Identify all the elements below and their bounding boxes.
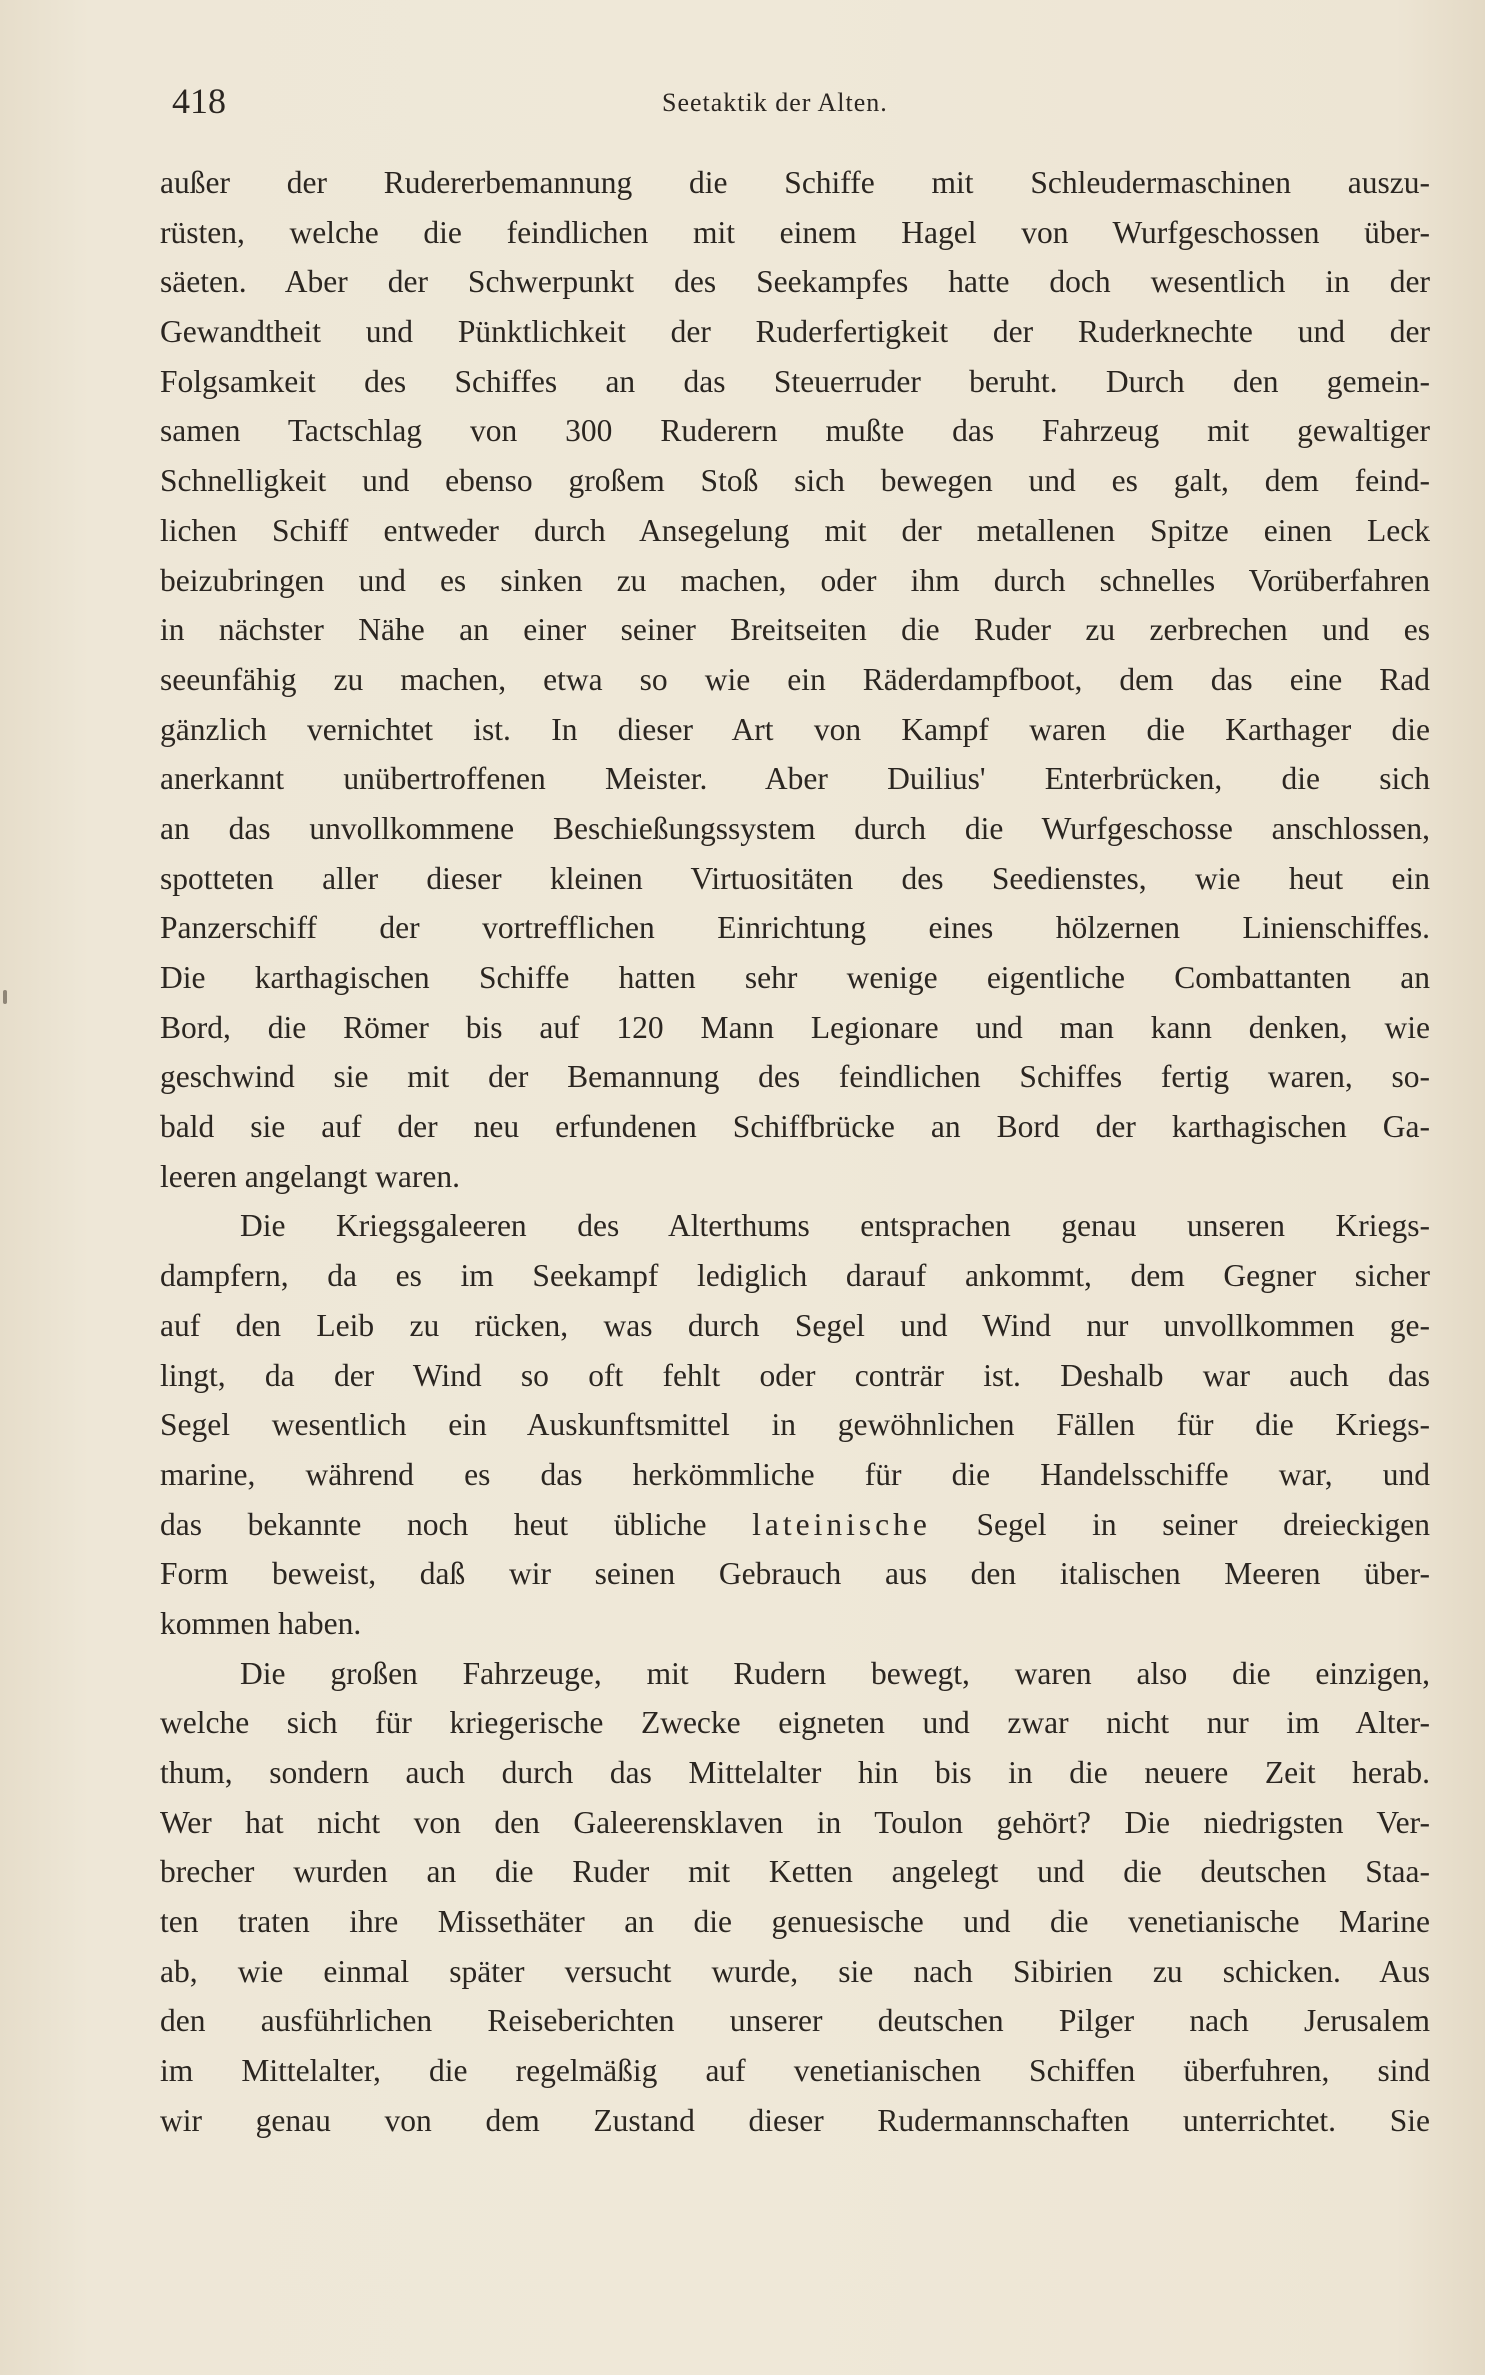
text-line: ab, wie einmal später versucht wurde, sie nach Sibirien zu schicken. Aus [160, 1953, 1430, 1989]
text-line: lingt, da der Wind so oft fehlt oder conträr ist. Deshalb war auch das [160, 1357, 1430, 1393]
running-head: Seetaktik der Alten. [662, 88, 888, 117]
text-line: gänzlich vernichtet ist. In dieser Art von Kampf waren die Karthager die [160, 711, 1430, 747]
text-line: seeunfähig zu machen, etwa so wie ein Räderdampfboot, dem das eine Rad [160, 661, 1430, 697]
text-line: rüsten, welche die feindlichen mit einem Hagel von Wurfgeschossen über- [160, 214, 1430, 250]
text-segment: das bekannte noch heut übliche [160, 1506, 707, 1542]
text-segment: Segel in seiner dreieckigen [976, 1506, 1431, 1542]
text-line: säeten. Aber der Schwerpunkt des Seekampfes hatte doch wesentlich in der [160, 264, 1430, 300]
text-line: bald sie auf der neu erfundenen Schiffbrücke an Bord der karthagischen Ga- [160, 1109, 1430, 1145]
page-edge-mark [3, 990, 7, 1004]
text-line: Panzerschiff der vortrefflichen Einrichtung eines hölzernen Linienschiffes. [160, 910, 1430, 946]
text-line: Folgsamkeit des Schiffes an das Steuerruder beruht. Durch den gemein- [160, 363, 1430, 399]
text-line: Die Kriegsgaleeren des Alterthums entsprachen genau unseren Kriegs- [240, 1208, 1430, 1244]
text-line: Die karthagischen Schiffe hatten sehr wenige eigentliche Combattanten an [160, 960, 1430, 995]
text-line: Bord, die Römer bis auf 120 Mann Legionare und man kann denken, wie [160, 1009, 1430, 1045]
text-line: in nächster Nähe an einer seiner Breitseiten die Ruder zu zerbrechen und es [160, 612, 1430, 648]
text-line: kommen haben. [160, 1605, 362, 1641]
text-line: Die großen Fahrzeuge, mit Rudern bewegt, waren also die einzigen, [240, 1655, 1430, 1691]
page-header [172, 78, 1432, 124]
text-line: marine, während es das herkömmliche für die Handelsschiffe war, und [160, 1456, 1430, 1492]
text-line: Wer hat nicht von den Galeerensklaven in Toulon gehört? Die niedrigsten Ver- [160, 1804, 1430, 1840]
page-number: 418 [172, 81, 226, 121]
text-line: geschwind sie mit der Bemannung des feindlichen Schiffes fertig waren, so- [160, 1059, 1430, 1095]
text-line: im Mittelalter, die regelmäßig auf venetianischen Schiffen überfuhren, sind [160, 2053, 1430, 2089]
text-line: außer der Rudererbemannung die Schiffe mit Schleudermaschinen auszu- [160, 165, 1430, 200]
text-line: spotteten aller dieser kleinen Virtuositäten des Seedienstes, wie heut ein [160, 860, 1430, 896]
text-line: ten traten ihre Missethäter an die genuesische und die venetianische Marine [160, 1904, 1430, 1940]
text-line: beizubringen und es sinken zu machen, oder ihm durch schnelles Vorüberfahren [160, 562, 1430, 598]
text-line: den ausführlichen Reiseberichten unserer deutschen Pilger nach Jerusalem [160, 2003, 1430, 2039]
text-line: thum, sondern auch durch das Mittelalter hin bis in die neuere Zeit herab. [160, 1755, 1430, 1790]
text-line: leeren angelangt waren. [160, 1158, 460, 1194]
text-line: Schnelligkeit und ebenso großem Stoß sich bewegen und es galt, dem feind- [160, 463, 1430, 499]
text-line: wir genau von dem Zustand dieser Rudermannschaften unterrichtet. Sie [160, 2102, 1430, 2138]
body-text [160, 158, 1430, 2146]
text-line: samen Tactschlag von 300 Ruderern mußte das Fahrzeug mit gewaltiger [160, 413, 1430, 449]
text-line: welche sich für kriegerische Zwecke eigneten und zwar nicht nur im Alter- [160, 1705, 1430, 1741]
text-line: anerkannt unübertroffenen Meister. Aber Duilius' Enterbrücken, die sich [160, 761, 1430, 797]
text-line: auf den Leib zu rücken, was durch Segel und Wind nur unvollkommen ge- [160, 1307, 1430, 1343]
text-line: an das unvollkommene Beschießungssystem durch die Wurfgeschosse anschlossen, [160, 810, 1430, 846]
text-line: Gewandtheit und Pünktlichkeit der Ruderfertigkeit der Ruderknechte und der [160, 314, 1430, 350]
text-line: Form beweist, daß wir seinen Gebrauch aus den italischen Meeren über- [160, 1556, 1430, 1592]
text-line: dampfern, da es im Seekampf lediglich darauf ankommt, dem Gegner sicher [160, 1258, 1430, 1294]
spaced-emphasis-word: lateinische [752, 1506, 931, 1542]
text-line: Segel wesentlich ein Auskunftsmittel in gewöhnlichen Fällen für die Kriegs- [160, 1407, 1430, 1443]
text-line-with-spaced-word [160, 1500, 1430, 1550]
text-line: lichen Schiff entweder durch Ansegelung mit der metallenen Spitze einen Leck [160, 512, 1430, 548]
text-line: brecher wurden an die Ruder mit Ketten angelegt und die deutschen Staa- [160, 1854, 1430, 1890]
